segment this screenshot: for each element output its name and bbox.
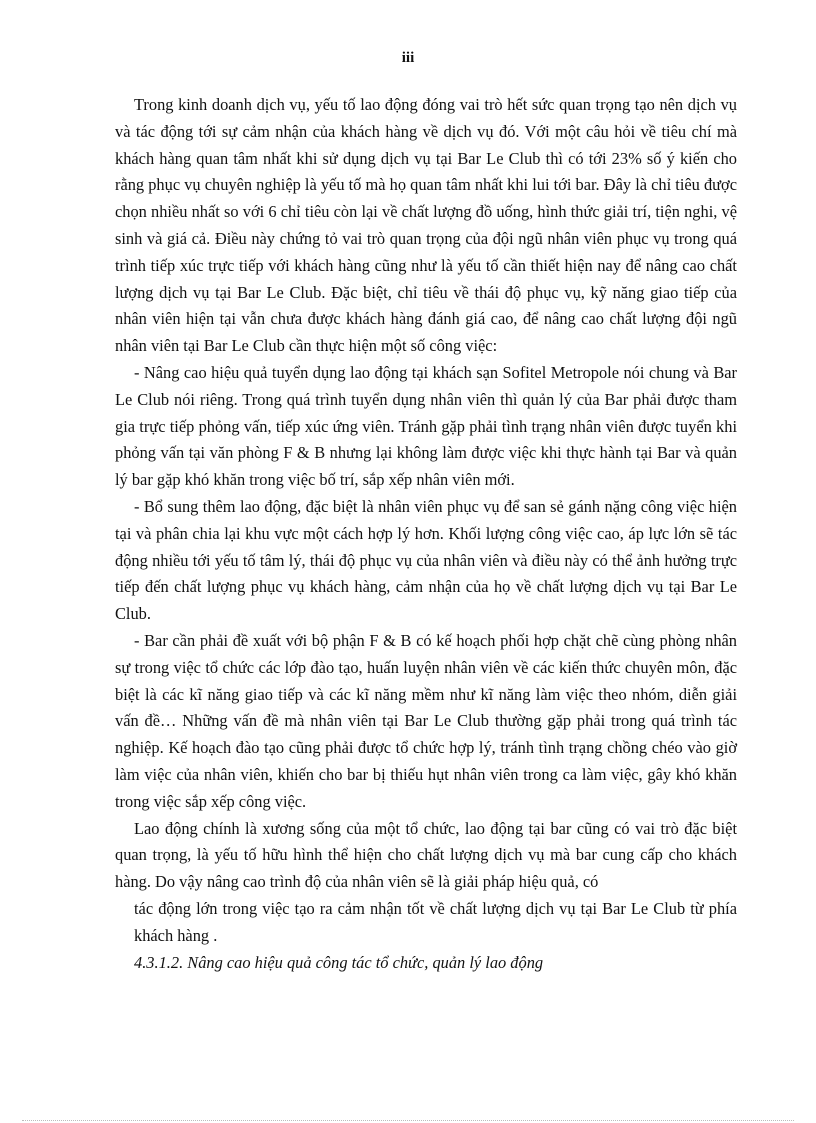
document-body xyxy=(115,92,737,976)
page-number: iii xyxy=(401,50,415,66)
paragraph-training: - Bar cần phải đề xuất với bộ phận F & B có kế hoạch phối hợp chặt chẽ cùng phòng nhân sự trong việc tổ chức các lớp đào tạo, huấn luyện nhân viên về các kiến thức chuyên môn, đặc biệt là các kĩ năng giao tiếp và các kĩ năng mềm như kĩ năng làm việc theo nhóm, diễn giải vấn đề… Những vấn đề mà nhân viên tại Bar Le Club thường gặp phải trong quá trình tác nghiệp. Kế hoạch đào tạo cũng phải được tổ chức hợp lý, tránh tình trạng chồng chéo vào giờ làm việc của nhân viên, khiến cho bar bị thiếu hụt nhân viên trong ca làm việc, gây khó khăn trong việc sắp xếp công việc. xyxy=(115,630,737,811)
paragraph-conclusion-continued: tác động lớn trong việc tạo ra cảm nhận tốt về chất lượng dịch vụ tại Bar Le Club từ phía khách hàng . xyxy=(134,898,737,945)
paragraph-intro: Trong kinh doanh dịch vụ, yếu tố lao động đóng vai trò hết sức quan trọng tạo nên dịch vụ và tác động tới sự cảm nhận của khách hàng về dịch vụ đó. Với một câu hỏi về tiêu chí mà khách hàng quan tâm nhất khi sử dụng dịch vụ tại Bar Le Club thì có tới 23% số ý kiến cho rằng phục vụ chuyên nghiệp là yếu tố mà họ quan tâm nhất khi lui tới bar. Đây là chỉ tiêu được chọn nhiều nhất so với 6 chỉ tiêu còn lại về chất lượng đồ uống, hình thức giải trí, tiện nghi, vệ sinh và giá cả. Điều này chứng tỏ vai trò quan trọng của đội ngũ nhân viên phục vụ trong quá trình tiếp xúc trực tiếp với khách hàng cũng như là yếu tố cần thiết hiện nay để nâng cao chất lượng dịch vụ tại Bar Le Club. Đặc biệt, chỉ tiêu về thái độ phục vụ, kỹ năng giao tiếp của nhân viên hiện tại vẫn chưa được khách hàng đánh giá cao, để nâng cao chất lượng đội ngũ nhân viên tại Bar Le Club cần thực hiện một số công việc: xyxy=(115,95,737,356)
section-heading: 4.3.1.2. Nâng cao hiệu quả công tác tổ chức, quản lý lao động xyxy=(134,952,544,972)
page-bottom-divider xyxy=(22,1120,794,1121)
paragraph-staffing: - Bổ sung thêm lao động, đặc biệt là nhân viên phục vụ để san sẻ gánh nặng công việc hiện tại và phân chia lại khu vực một cách hợp lý hơn. Khối lượng công việc cao, áp lực lớn sẽ tác động nhiều tới yếu tố tâm lý, thái độ phục vụ của nhân viên và điều này có thể ảnh hưởng trực tiếp đến chất lượng phục vụ khách hàng, cảm nhận của họ về chất lượng dịch vụ tại Bar Le Club. xyxy=(115,496,737,624)
paragraph-recruitment: - Nâng cao hiệu quả tuyển dụng lao động tại khách sạn Sofitel Metropole nói chung và Bar Le Club nói riêng. Trong quá trình tuyển dụng nhân viên thì quản lý của Bar phải được tham gia trực tiếp phỏng vấn, tiếp xúc ứng viên. Tránh gặp phải tình trạng nhân viên được tuyển khi phỏng vấn tại văn phòng F & B nhưng lại không làm được việc khi thực hành tại Bar và quản lý bar gặp khó khăn trong việc bố trí, sắp xếp nhân viên mới. xyxy=(115,362,737,490)
paragraph-conclusion: Lao động chính là xương sống của một tổ chức, lao động tại bar cũng có vai trò đặc biệt quan trọng, là yếu tố hữu hình thể hiện cho chất lượng dịch vụ mà bar cung cấp cho khách hàng. Do vậy nâng cao trình độ của nhân viên sẽ là giải pháp hiệu quả, có xyxy=(115,818,737,892)
